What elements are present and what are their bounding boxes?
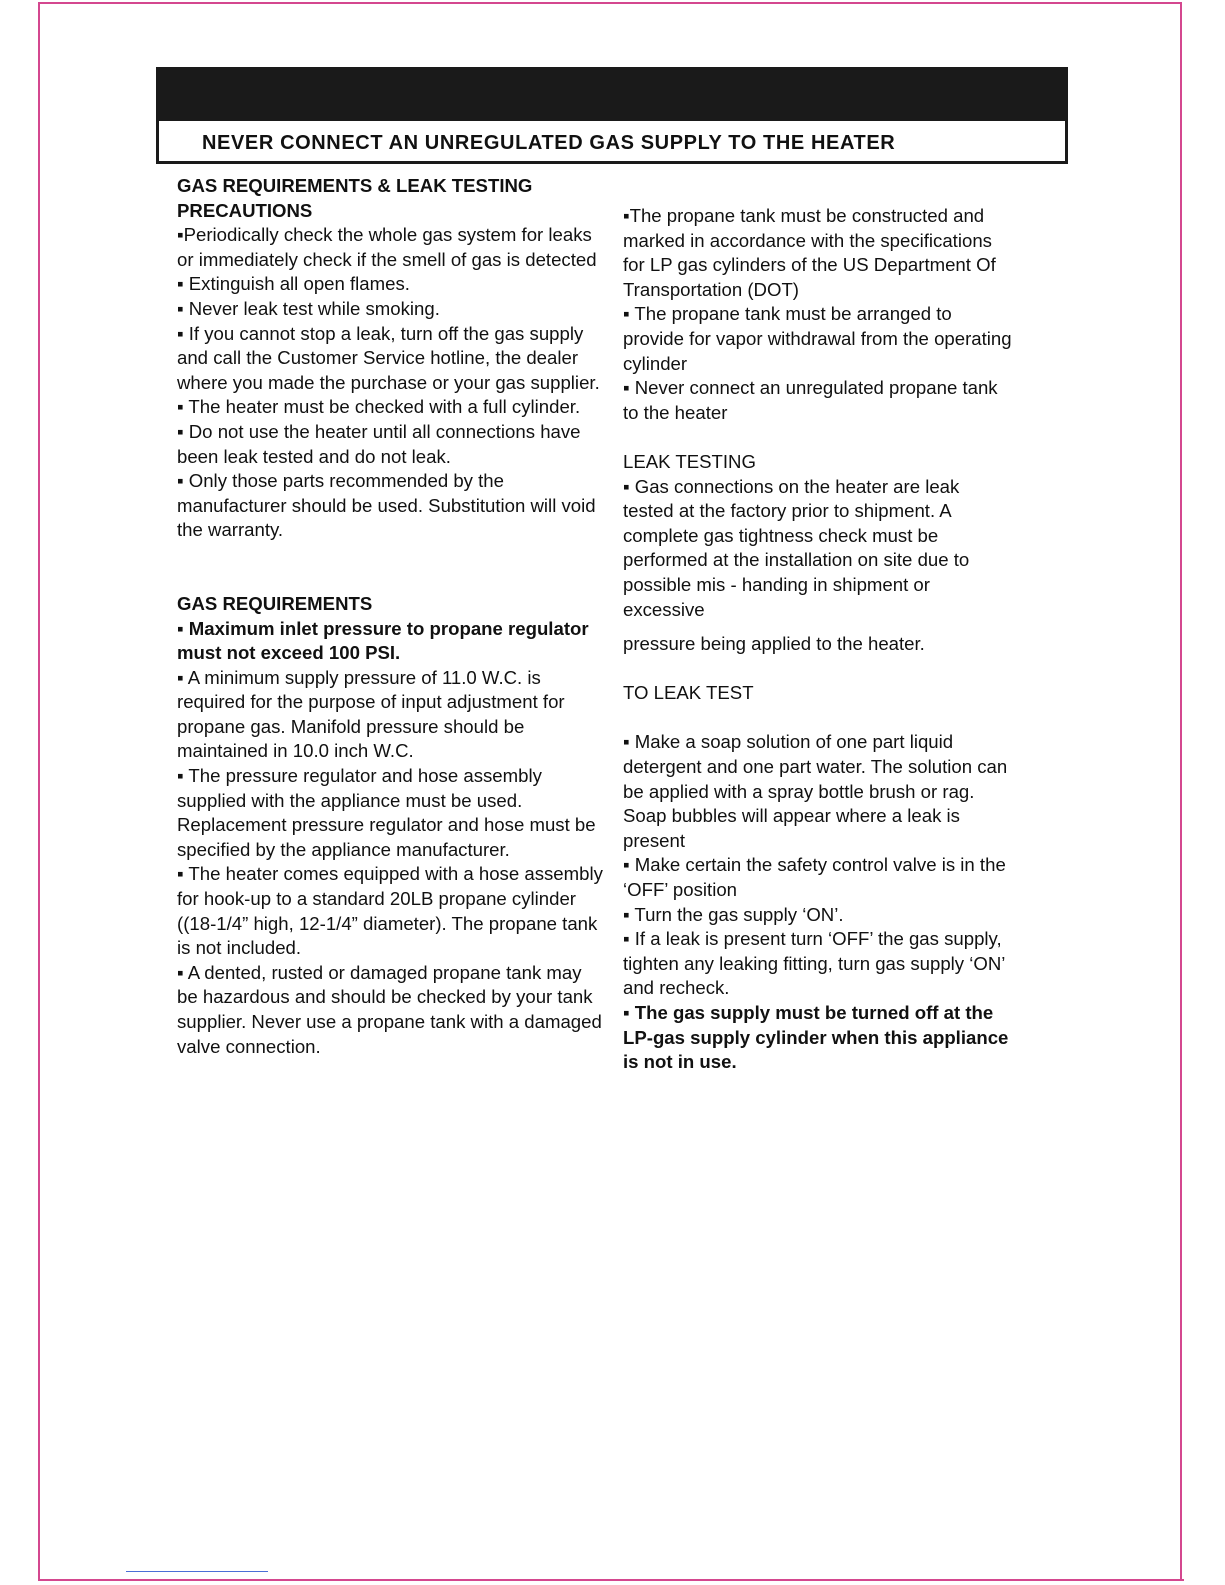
- leak-testing-title: LEAK TESTING: [623, 450, 756, 472]
- precaution-item: ▪Periodically check the whole gas system for leaks or immediately check if the smell of gas is detected: [177, 224, 597, 270]
- leak-testing-text-continued: pressure being applied to the heater.: [623, 633, 925, 655]
- tank-item: ▪ Never connect an unregulated propane tank to the heater: [623, 377, 998, 423]
- gas-supply-off-warning: ▪ The gas supply must be turned off at the LP-gas supply cylinder when this appliance is not in use.: [623, 1002, 1009, 1073]
- precautions-title-line-1: GAS REQUIREMENTS & LEAK TESTING: [177, 175, 533, 196]
- leak-test-step: ▪ If a leak is present turn ‘OFF’ the gas supply, tighten any leaking fitting, turn gas supply ‘ON’ and recheck.: [623, 928, 1005, 999]
- precautions-title-line-2: PRECAUTIONS: [177, 199, 313, 221]
- gas-requirements-title: GAS REQUIREMENTS: [177, 592, 373, 614]
- header-black-bar: [159, 70, 1065, 121]
- to-leak-test-title: TO LEAK TEST: [623, 682, 754, 704]
- leak-testing-text: ▪ Gas connections on the heater are leak tested at the factory prior to shipment. A complete gas tightness check must be performed at the installation on site due to possible mis - handing in shipment or excessive: [623, 475, 970, 620]
- precaution-item: ▪ Do not use the heater until all connections have been leak tested and do not leak.: [177, 420, 581, 467]
- precaution-item: ▪ Extinguish all open flames.: [177, 273, 410, 295]
- precaution-item: ▪ Only those parts recommended by the manufacturer should be used. Substitution will void the warranty.: [177, 470, 596, 541]
- right-column: [623, 204, 1013, 1075]
- warning-header: [156, 67, 1068, 164]
- spacer: [623, 657, 1013, 682]
- precaution-item: ▪ If you cannot stop a leak, turn off the gas supply and call the Customer Service hotline, the dealer where you made the purchase or your gas supplier.: [177, 322, 600, 393]
- spacer: [177, 543, 607, 592]
- spacer: [623, 425, 1013, 450]
- requirement-item: ▪ The pressure regulator and hose assembly supplied with the appliance must be used. Replacement pressure regulator and hose must be specified by the appliance manufacturer.: [177, 765, 596, 860]
- requirement-item: ▪ A dented, rusted or damaged propane tank may be hazardous and should be checked by your tank supplier. Never use a propane tank with a damaged valve connection.: [177, 961, 602, 1057]
- left-column: [177, 174, 607, 1059]
- leak-test-step: ▪ Make a soap solution of one part liquid detergent and one part water. The solution can be applied with a spray bottle brush or rag. Soap bubbles will appear where a leak is present: [623, 731, 1008, 851]
- header-warning-text: NEVER CONNECT AN UNREGULATED GAS SUPPLY TO THE HEATER: [202, 132, 896, 154]
- precaution-item: ▪ The heater must be checked with a full cylinder.: [177, 396, 581, 418]
- page-bottom-border: [38, 1579, 1184, 1581]
- leak-test-step: ▪ Turn the gas supply ‘ON’.: [623, 903, 844, 925]
- spacer: [623, 622, 1013, 632]
- requirement-item: ▪ A minimum supply pressure of 11.0 W.C. is required for the purpose of input adjustment for propane gas. Manifold pressure should be maintained in 10.0 inch W.C.: [177, 666, 565, 762]
- tank-item: ▪ The propane tank must be arranged to provide for vapor withdrawal from the operating cylinder: [623, 303, 1012, 374]
- max-inlet-pressure-warning: ▪ Maximum inlet pressure to propane regulator must not exceed 100 PSI.: [177, 617, 589, 664]
- precaution-item: ▪ Never leak test while smoking.: [177, 297, 440, 319]
- requirement-item: ▪ The heater comes equipped with a hose assembly for hook-up to a standard 20LB propane cylinder ((18-1/4” high, 12-1/4” diameter). The propane tank is not included.: [177, 863, 603, 959]
- spacer: [623, 706, 1013, 731]
- tank-item: ▪The propane tank must be constructed and marked in accordance with the specifications for LP gas cylinders of the US Department Of Transportation (DOT): [623, 205, 996, 300]
- footer-underline: [126, 1571, 268, 1572]
- leak-test-step: ▪ Make certain the safety control valve is in the ‘OFF’ position: [623, 854, 1006, 901]
